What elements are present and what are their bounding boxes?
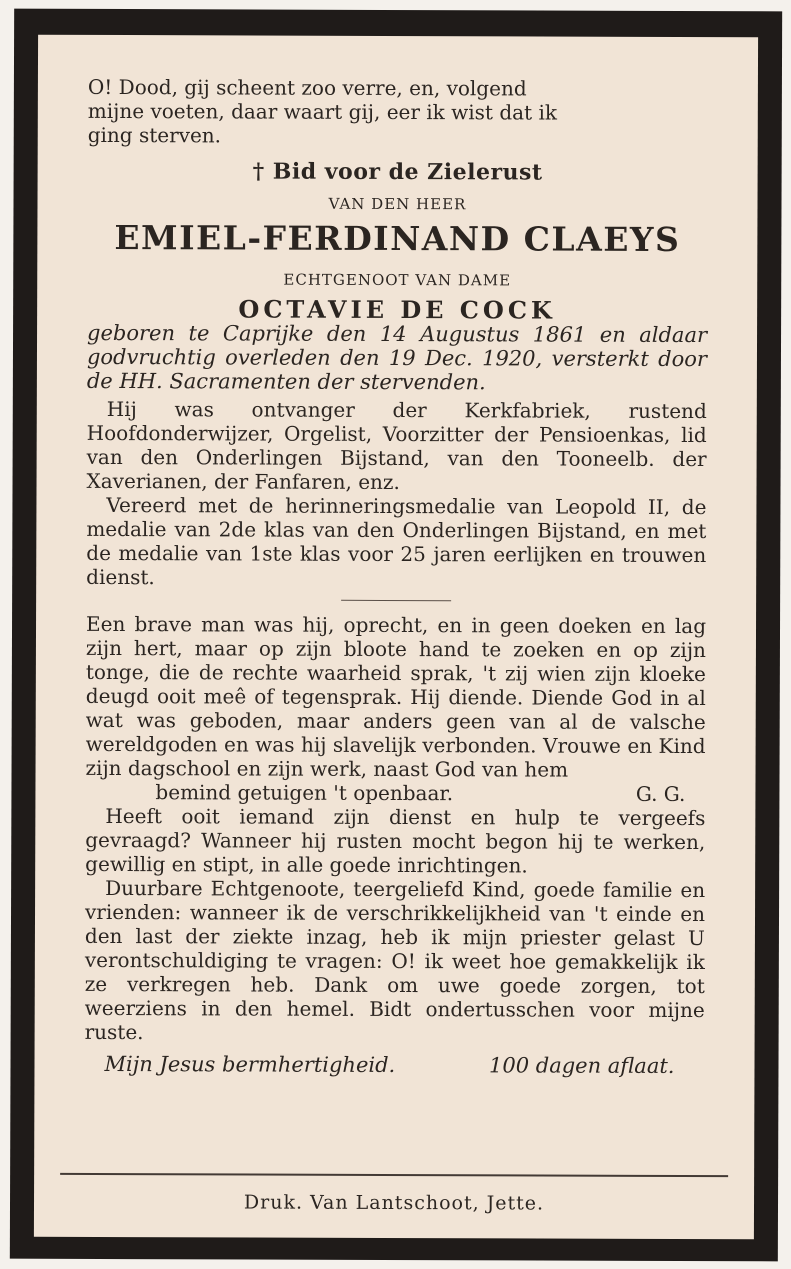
opening-poem xyxy=(88,75,708,149)
deceased-name: EMIEL-FERDINAND CLAEYS xyxy=(114,218,681,259)
printer-credit: Druk. Van Lantschoot, Jette. xyxy=(243,1191,545,1215)
divider-rule xyxy=(341,600,451,601)
eulogy-last-line: bemind getuigen 't openbaar. xyxy=(155,780,454,806)
poem-line: O! Dood, gij scheent zoo verre, en, volgend xyxy=(87,74,527,101)
eulogy-signature: G. G. xyxy=(635,781,686,807)
farewell-paragraph: Duurbare Echtgenoote, teergeliefd Kind, goede familie en vrienden: wanneer ik de verschrikkelijkheid van 't einde en den last der ziekte inzag, heb ik mijn priester gelast U verontschuldiging te vragen: O! ik weet hoe gemakkelijk ik ze verkregen heb. Dank om uwe goede zorgen, tot weerziens in den hemel. Bidt ondertusschen voor mijne ruste. xyxy=(84,875,706,1045)
name-prefix: VAN DEN HEER xyxy=(328,194,467,214)
poem-line: mijne voeten, daar waart gij, eer ik wist dat ik xyxy=(87,98,558,125)
eulogy-verse: Een brave man was hij, oprecht, en in geen doeken en lag zijn hert, maar op zijn bloote hand te zoeken en op zijn tonge, die de rechte waarheid sprak, 't zij wien zijn kloeke deugd ooit meê of tegensprak. Hij diende. Diende God in al wat was geboden, maar anders geen van al de valsche wereldgoden en was hij slavelijk verbonden. Vrouwe en Kind zijn dagschool en zijn werk, naast God van hem xyxy=(85,611,707,782)
eulogy-closing xyxy=(85,780,705,806)
invocation-text: Mijn Jesus bermhertigheid. xyxy=(104,1051,396,1077)
indulgence-text: 100 dagen aflaat. xyxy=(488,1053,675,1078)
card-content xyxy=(84,75,708,1199)
spouse-name: OCTAVIE DE COCK xyxy=(238,294,556,325)
service-paragraph: Heeft ooit iemand zijn dienst en hulp te vergeefs gevraagd? Wanneer hij rusten mocht begon hij te werken, gewillig en stipt, in alle goede inrichtingen. xyxy=(85,803,706,878)
card-paper xyxy=(34,35,758,1240)
memorial-card xyxy=(10,9,782,1262)
medals-paragraph: Vereerd met de herinneringsmedalie van Leopold II, de medalie van 2de klas van den Onderlingen Bijstand, en met de medalie van 1ste klas voor 25 jaren eerlijken en trouwen dienst. xyxy=(86,492,707,590)
biography-paragraph: Hij was ontvanger der Kerkfabriek, rustend Hoofdonderwijzer, Orgelist, Voorzitter der Pensioenkas, lid van den Onderlingen Bijstand, van den Tooneelb. der Xaverianen, der Fanfaren, enz. xyxy=(86,396,707,495)
prayer-heading: † Bid voor de Zielerust xyxy=(252,158,543,186)
birth-death-text: geboren te Caprijke den 14 Augustus 1861 en aldaar godvruchtig overleden den 19 Dec. 1920, versterkt door de HH. Sacramenten der stervenden. xyxy=(86,320,708,395)
poem-line: ging sterven. xyxy=(87,122,222,148)
indulgence-line xyxy=(84,1052,704,1078)
spouse-prefix: ECHTGENOOT VAN DAME xyxy=(283,270,512,290)
